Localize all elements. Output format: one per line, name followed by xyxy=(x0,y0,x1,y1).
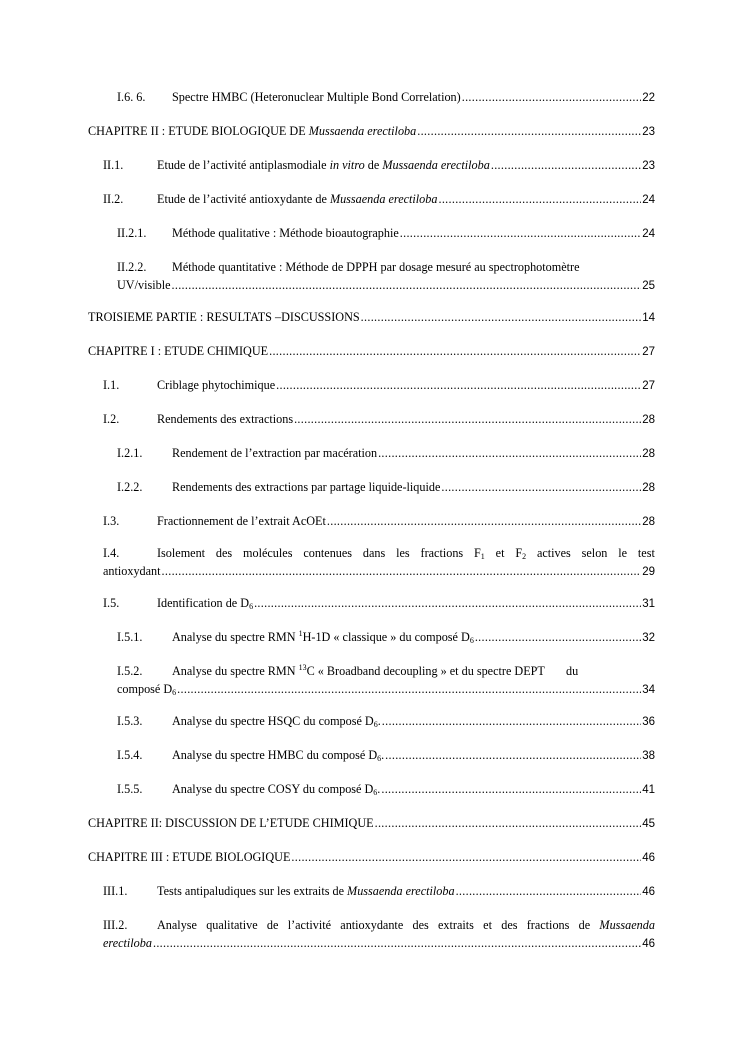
dot-leader xyxy=(381,782,641,796)
page-number: 31 xyxy=(642,598,655,610)
toc-entry[interactable] xyxy=(103,918,655,951)
dot-leader xyxy=(269,344,641,358)
entry-number: I.5.3. xyxy=(117,714,143,728)
page-number: 36 xyxy=(642,716,655,728)
dot-leader xyxy=(417,124,641,138)
entry-title-line1: Analyse du spectre RMN $^{13}$C « Broadband decoupling » et du spectre DEPT du xyxy=(172,663,579,678)
dot-leader xyxy=(385,748,641,762)
entry-title-line2: erectiloba xyxy=(103,936,152,950)
entry-number: I.5.2. xyxy=(117,664,143,678)
entry-title-line1: Analyse qualitative de l’activité antioxydante des extraits et des fractions de Mussaenda xyxy=(157,918,655,932)
dot-leader xyxy=(382,714,641,728)
page-number: 28 xyxy=(642,482,655,494)
page-number: 46 xyxy=(642,886,655,898)
entry-number: II.2.2. xyxy=(117,260,147,274)
page-number: 24 xyxy=(642,194,655,206)
toc-entry[interactable] xyxy=(117,714,655,729)
entry-title-line2: UV/visible xyxy=(117,278,171,292)
toc-entry[interactable] xyxy=(117,260,655,293)
dot-leader xyxy=(400,226,641,240)
entry-title: Analyse du spectre HSQC du composé $D_6$. xyxy=(172,714,381,729)
dot-leader xyxy=(456,884,642,898)
toc-entry[interactable] xyxy=(103,158,655,173)
entry-title: Analyse du spectre HMBC du composé $D_6$. xyxy=(172,748,385,763)
entry-title-line2: composé $D_6$ xyxy=(117,682,177,697)
toc-entry[interactable] xyxy=(117,226,655,241)
toc-entry[interactable] xyxy=(88,344,655,359)
toc-entry[interactable] xyxy=(117,782,655,797)
entry-title: Fractionnement de l’extrait AcOEt xyxy=(157,514,326,528)
entry-number: I.4. xyxy=(103,546,120,560)
dot-leader xyxy=(438,192,641,206)
dot-leader xyxy=(375,816,642,830)
page-number: 28 xyxy=(642,516,655,528)
dot-leader xyxy=(361,310,642,324)
page-number: 23 xyxy=(642,126,655,138)
dot-leader xyxy=(294,412,641,426)
entry-title: CHAPITRE II : ETUDE BIOLOGIQUE DE Mussaenda erectiloba xyxy=(88,124,417,138)
page-number: 46 xyxy=(642,852,655,864)
entry-title-line1: Isolement des molécules contenues dans les fractions $F_1$ et $F_2$ actives selon le test xyxy=(157,546,655,561)
dot-leader xyxy=(462,90,641,104)
page-number: 34 xyxy=(642,684,655,696)
page-number: 29 xyxy=(642,566,655,578)
entry-title: CHAPITRE I : ETUDE CHIMIQUE xyxy=(88,344,269,358)
entry-title: Tests antipaludiques sur les extraits de Mussaenda erectiloba xyxy=(157,884,455,898)
entry-number: I.5.1. xyxy=(117,630,143,644)
entry-number: I.5.5. xyxy=(117,782,143,796)
entry-number: III.2. xyxy=(103,918,128,932)
entry-title: Etude de l’activité antiplasmodiale in vitro de Mussaenda erectiloba xyxy=(157,158,490,172)
dot-leader xyxy=(276,378,641,392)
entry-number: I.5.4. xyxy=(117,748,143,762)
toc-entry[interactable] xyxy=(103,378,655,393)
entry-number: I.2. xyxy=(103,412,120,426)
page-number: 38 xyxy=(642,750,655,762)
toc-entry[interactable] xyxy=(103,546,655,579)
page-number: 41 xyxy=(642,784,655,796)
entry-title: Etude de l’activité antioxydante de Mussaenda erectiloba xyxy=(157,192,438,206)
page-number: 23 xyxy=(642,160,655,172)
dot-leader xyxy=(291,850,641,864)
toc-entry[interactable] xyxy=(88,124,655,139)
entry-number: I.2.1. xyxy=(117,446,143,460)
page-number: 28 xyxy=(642,414,655,426)
page-number: 45 xyxy=(642,818,655,830)
page-number: 46 xyxy=(642,938,655,950)
dot-leader xyxy=(441,480,641,494)
entry-title-line1: Méthode quantitative : Méthode de DPPH par dosage mesuré au spectrophotomètre xyxy=(172,260,580,274)
toc-entry[interactable] xyxy=(117,90,655,105)
page-number: 14 xyxy=(642,312,655,324)
dot-leader xyxy=(172,278,642,292)
entry-number: II.1. xyxy=(103,158,124,172)
toc-entry[interactable] xyxy=(88,850,655,865)
entry-number: I.5. xyxy=(103,596,120,610)
entry-number: I.3. xyxy=(103,514,120,528)
toc-entry[interactable] xyxy=(103,412,655,427)
page-number: 25 xyxy=(642,280,655,292)
entry-number: I.2.2. xyxy=(117,480,143,494)
entry-title: CHAPITRE II: DISCUSSION DE L’ETUDE CHIMIQUE xyxy=(88,816,374,830)
entry-title: Rendements des extractions xyxy=(157,412,294,426)
dot-leader xyxy=(254,596,641,610)
entry-title: TROISIEME PARTIE : RESULTATS –DISCUSSIONS xyxy=(88,310,360,324)
page-number: 28 xyxy=(642,448,655,460)
entry-title: Criblage phytochimique xyxy=(157,378,276,392)
entry-title: Méthode qualitative : Méthode bioautographie xyxy=(172,226,399,240)
toc-entry[interactable] xyxy=(117,748,655,763)
toc-entry[interactable] xyxy=(103,596,655,611)
toc-entry[interactable] xyxy=(88,816,655,831)
entry-number: II.2.1. xyxy=(117,226,147,240)
entry-title: CHAPITRE III : ETUDE BIOLOGIQUE xyxy=(88,850,291,864)
toc-entry[interactable] xyxy=(88,310,655,325)
entry-title: Identification de $D_6$ xyxy=(157,596,254,611)
dot-leader xyxy=(327,514,641,528)
entry-number: III.1. xyxy=(103,884,128,898)
entry-number: I.1. xyxy=(103,378,120,392)
entry-number: II.2. xyxy=(103,192,124,206)
page-number: 22 xyxy=(642,92,655,104)
page-number: 32 xyxy=(642,632,655,644)
entry-number: I.6. 6. xyxy=(117,90,146,104)
dot-leader xyxy=(475,630,641,644)
dot-leader xyxy=(378,446,641,460)
toc-entry[interactable] xyxy=(103,192,655,207)
entry-title: Analyse du spectre COSY du composé $D_6$. xyxy=(172,782,381,797)
entry-title: Rendements des extractions par partage liquide-liquide xyxy=(172,480,441,494)
dot-leader xyxy=(153,936,641,950)
toc-entry[interactable] xyxy=(117,664,655,697)
entry-title: Rendement de l’extraction par macération xyxy=(172,446,378,460)
dot-leader xyxy=(162,564,642,578)
dot-leader xyxy=(177,682,641,696)
entry-title-line2: antioxydant xyxy=(103,564,161,578)
page-number: 27 xyxy=(642,346,655,358)
toc-entry[interactable] xyxy=(103,884,655,899)
toc-entry[interactable] xyxy=(117,446,655,461)
toc-entry[interactable] xyxy=(117,480,655,495)
dot-leader xyxy=(491,158,641,172)
page-number: 27 xyxy=(642,380,655,392)
entry-title: Analyse du spectre RMN $^1$H-1D « classique » du composé $D_6$ xyxy=(172,629,474,645)
entry-title: Spectre HMBC (Heteronuclear Multiple Bond Correlation) xyxy=(172,90,461,104)
toc-entry[interactable] xyxy=(117,630,655,645)
toc-entry[interactable] xyxy=(103,514,655,529)
page-number: 24 xyxy=(642,228,655,240)
